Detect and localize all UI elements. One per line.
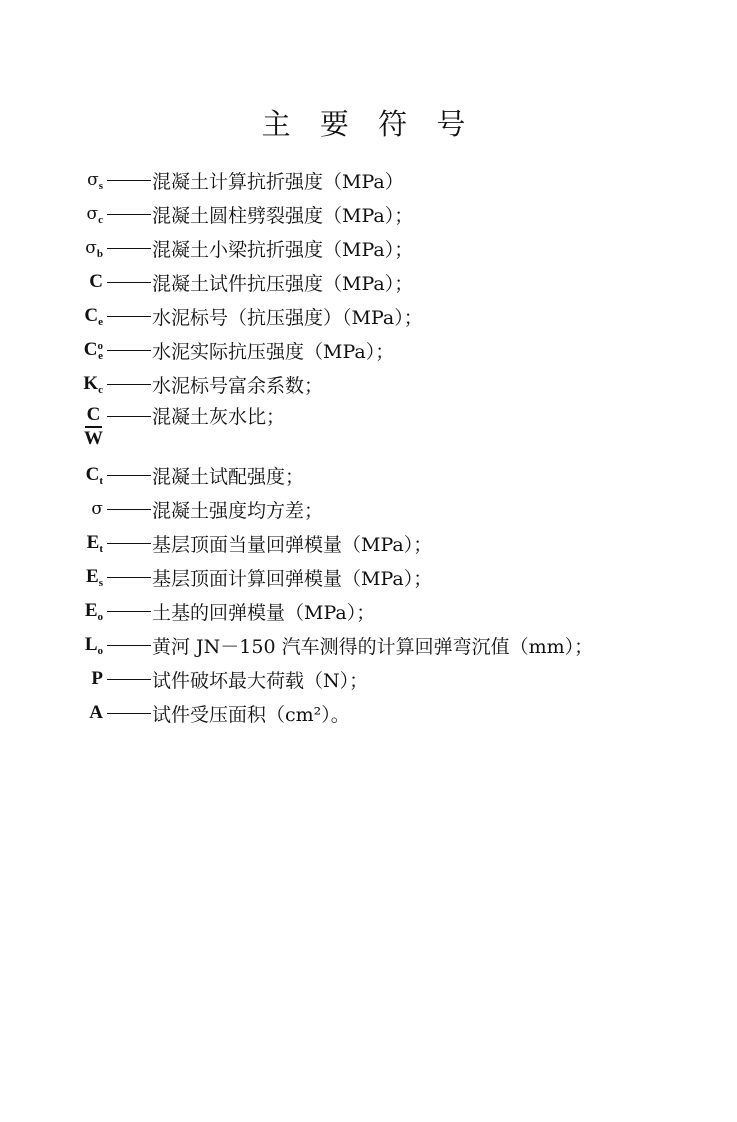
em-dash-separator [107, 509, 151, 510]
symbol-row [0, 265, 737, 299]
symbol-subscript: t [99, 542, 103, 555]
symbol-description: 混凝土计算抗折强度（MPa） [152, 170, 404, 193]
symbol [0, 373, 107, 395]
symbol-description: 混凝土灰水比； [152, 406, 286, 428]
em-dash-separator [107, 384, 151, 385]
symbol [0, 305, 107, 327]
symbol-description: 混凝土小梁抗折强度（MPa）； [152, 238, 414, 261]
symbol-row [0, 299, 737, 333]
symbol [0, 498, 107, 520]
symbol-row [0, 492, 737, 526]
symbol [0, 600, 107, 622]
symbol-row [0, 560, 737, 594]
symbol-row [0, 696, 737, 730]
symbol-base: E [86, 532, 100, 553]
symbol-row [0, 197, 737, 231]
symbol-row [0, 367, 737, 401]
fraction-numerator: C [85, 404, 103, 428]
em-dash-separator [107, 316, 151, 317]
symbol [0, 464, 107, 486]
symbol-description: 混凝土试件抗压强度（MPa）； [152, 272, 414, 295]
symbol-base: σ [85, 238, 97, 258]
symbol-row [0, 163, 737, 197]
em-dash-separator [107, 350, 151, 351]
symbol-base: C [83, 339, 98, 360]
symbol-description: 混凝土试配强度； [152, 465, 305, 488]
symbol-description: 水泥实际抗压强度（MPa）； [152, 340, 395, 363]
symbol-row [0, 594, 737, 628]
symbol-subscript: e [98, 349, 103, 362]
symbol [0, 237, 107, 259]
symbol-description: 黄河 JN－150 汽车测得的计算回弹弯沉值（mm）； [152, 635, 594, 658]
em-dash-separator [107, 214, 151, 215]
symbol-base: A [89, 702, 103, 723]
symbol-description: 基层顶面当量回弹模量（MPa）； [152, 533, 433, 556]
symbol-subscript: t [99, 474, 103, 487]
fraction-denominator: W [84, 428, 103, 449]
symbol-description: 试件破坏最大荷载（N）； [152, 669, 369, 692]
symbol [0, 532, 107, 554]
symbol [0, 271, 107, 293]
symbol-subscript: o [97, 610, 103, 623]
symbol-description: 水泥标号（抗压强度）（MPa）； [152, 306, 423, 329]
symbol-description: 混凝土强度均方差； [152, 499, 324, 522]
em-dash-separator [107, 475, 151, 476]
symbol-description: 基层顶面计算回弹模量（MPa）； [152, 567, 433, 590]
symbol-row [0, 458, 737, 492]
symbol [0, 203, 107, 225]
symbol-row [0, 526, 737, 560]
symbol-subscript: c [98, 383, 103, 396]
symbol-base: P [91, 668, 103, 689]
symbol-row [0, 662, 737, 696]
symbol-row [0, 231, 737, 265]
symbol-subscript: b [96, 247, 103, 260]
em-dash-separator [107, 679, 151, 680]
symbol [0, 668, 107, 690]
symbol-description: 土基的回弹模量（MPa）； [152, 601, 376, 624]
symbol-base: K [83, 373, 99, 394]
symbol-subscript: e [98, 315, 103, 328]
em-dash-separator [107, 416, 151, 417]
symbol [0, 339, 107, 361]
symbol-description: 试件受压面积（cm²）。 [152, 703, 350, 726]
symbol-base: C [84, 305, 99, 326]
em-dash-separator [107, 282, 151, 283]
symbol-base: E [84, 600, 98, 621]
page-title: 主 要 符 号 [261, 107, 476, 141]
em-dash-separator [107, 248, 151, 249]
em-dash-separator [107, 713, 151, 714]
symbol-list [0, 163, 737, 730]
symbol-base: C [85, 464, 100, 485]
symbol-row [0, 628, 737, 662]
symbol-base: L [84, 634, 98, 655]
symbol-superscript: o [97, 339, 103, 352]
symbol-base: σ [87, 170, 99, 190]
symbol-subscript: s [98, 576, 103, 589]
symbol-subscript: c [98, 213, 103, 226]
symbol-base: C [89, 271, 103, 292]
symbol-base: σ [86, 204, 99, 224]
em-dash-separator [107, 543, 151, 544]
symbol-subscript: o [97, 644, 103, 657]
symbol [0, 566, 107, 588]
symbol-description: 水泥标号富余系数； [152, 374, 324, 397]
symbol-description: 混凝土圆柱劈裂强度（MPa）； [152, 204, 414, 227]
symbol-base: E [86, 566, 99, 587]
symbol [0, 634, 107, 656]
symbol [0, 404, 107, 450]
fraction [84, 404, 103, 450]
em-dash-separator [107, 180, 151, 181]
em-dash-separator [107, 611, 151, 612]
symbol [0, 702, 107, 724]
em-dash-separator [107, 577, 151, 578]
symbol [0, 169, 107, 191]
symbol-subscript: s [98, 179, 103, 192]
symbol-base: σ [91, 499, 103, 519]
symbol-row [0, 401, 737, 458]
symbol-row [0, 333, 737, 367]
em-dash-separator [107, 645, 151, 646]
